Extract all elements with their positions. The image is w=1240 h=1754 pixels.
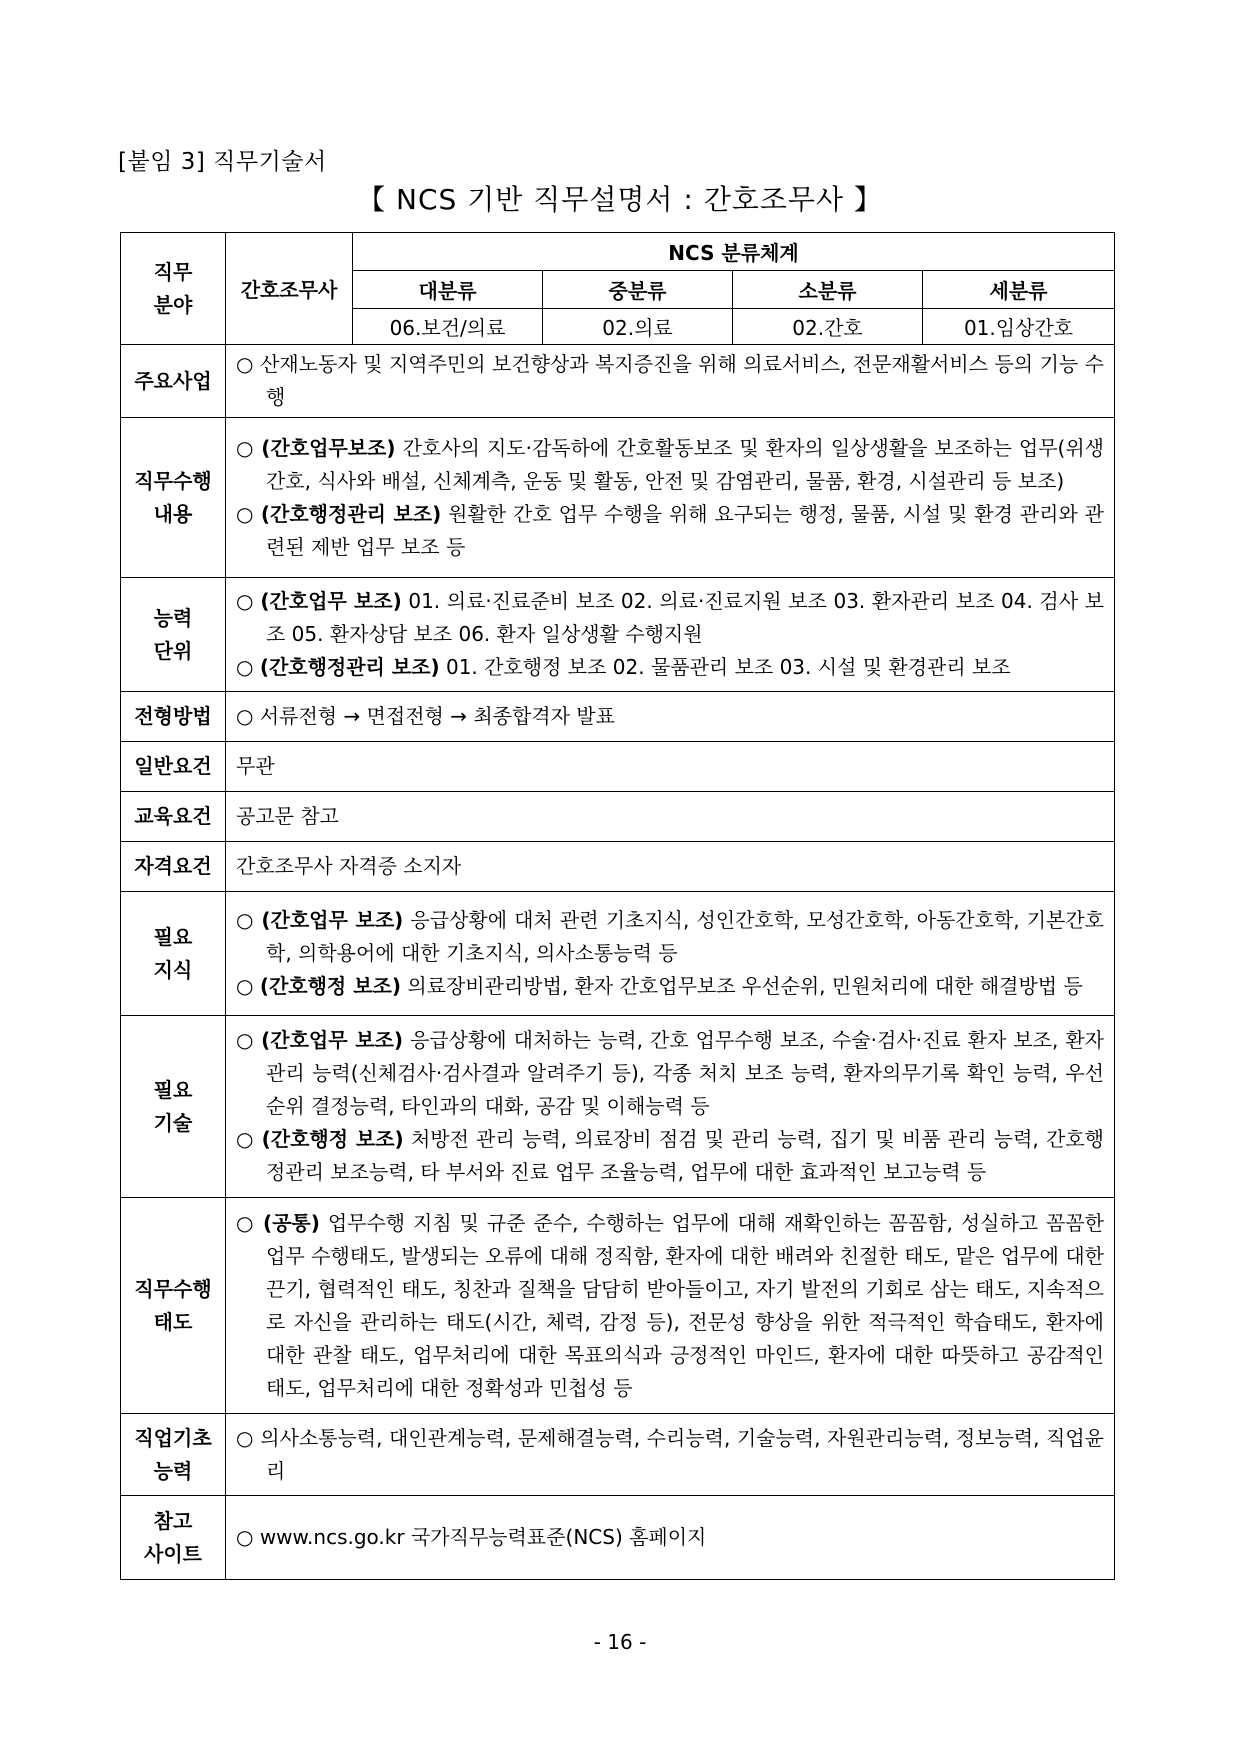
bullet-item: ○ (간호업무 보조) 01. 의료·진료준비 보조 02. 의료·진료지원 보조 03. 환자관리 보조 04. 검사 보조 05. 환자상담 보조 06. 환자 일상생활 수행지원	[236, 589, 1105, 646]
attachment-label: [붙임 3] 직무기술서	[118, 149, 327, 175]
basic-ability-content	[226, 1414, 1115, 1496]
skills-label: 필요 기술	[121, 1016, 226, 1198]
bullet-item: ○ (간호행정 보조) 처방전 관리 능력, 의료장비 점검 및 관리 능력, 집기 및 비품 관리 능력, 간호행정관리 보조능력, 타 부서와 진료 업무 조율능력, 업무에 대한 효과적인 보고능력 등	[236, 1127, 1105, 1184]
job-title-cell: 간호조무사	[226, 233, 353, 345]
document-title: 【 NCS 기반 직무설명서 : 간호조무사 】	[357, 183, 883, 216]
qualification-content: 간호조무사 자격증 소지자	[226, 842, 1115, 892]
col-middle: 중분류	[543, 271, 733, 309]
bullet-item: ○ 의사소통능력, 대인관계능력, 문제해결능력, 수리능력, 기술능력, 자원관리능력, 정보능력, 직업윤리	[236, 1425, 1104, 1483]
main-business-content	[226, 345, 1115, 418]
main-business-label: 주요사업	[121, 345, 226, 418]
col-minor: 소분류	[733, 271, 923, 309]
job-description-table	[120, 232, 1115, 1580]
bullet-item: ○ www.ncs.go.kr 국가직무능력표준(NCS) 홈페이지	[236, 1525, 707, 1549]
bullet-item: ○ 산재노동자 및 지역주민의 보건향상과 복지증진을 위해 의료서비스, 전문재활서비스 등의 기능 수행	[236, 352, 1105, 409]
val-minor: 02.간호	[733, 309, 923, 345]
education-label: 교육요건	[121, 792, 226, 842]
bullet-item: ○ (공통) 업무수행 지침 및 규준 준수, 수행하는 업무에 대해 재확인하는 꼼꼼함, 성실하고 꼼꼼한 업무 수행태도, 발생되는 오류에 대해 정직함, 환자에 대한 배려와 친절한 태도, 맡은 업무에 대한 끈기, 협력적인 태도, 칭찬과 질책을 담담히 받아들이고, 자기 발전의 기회로 삼는 태도, 지속적으로 자신을 관리하는 태도(시간, 체력, 감정 등), 전문성 향상을 위한 적극적인 학습태도, 환자에 대한 관찰 태도, 업무처리에 대한 목표의식과 긍정적인 마인드, 환자에 대한 따뜻하고 공감적인 태도, 업무처리에 대한 정확성과 민첩성 등	[236, 1210, 1105, 1400]
selection-label: 전형방법	[121, 692, 226, 742]
general-content: 무관	[226, 742, 1115, 792]
education-content: 공고문 참고	[226, 792, 1115, 842]
col-sub: 세분류	[923, 271, 1115, 309]
knowledge-label: 필요 지식	[121, 892, 226, 1016]
ability-unit-content	[226, 578, 1115, 692]
field-label: 직무 분야	[121, 233, 226, 345]
qualification-label: 자격요건	[121, 842, 226, 892]
bullet-item: ○ (간호행정관리 보조) 원활한 간호 업무 수행을 위해 요구되는 행정, 물품, 시설 및 환경 관리와 관련된 제반 업무 보조 등	[236, 501, 1105, 559]
bullet-item: ○ (간호업무보조) 간호사의 지도·감독하에 간호활동보조 및 환자의 일상생활을 보조하는 업무(위생 간호, 식사와 배설, 신체계측, 운동 및 활동, 안전 및 감염관리, 물품, 환경, 시설관리 등 보조)	[236, 435, 1104, 493]
val-sub: 01.임상간호	[923, 309, 1115, 345]
duty-content-label: 직무수행 내용	[121, 418, 226, 578]
bullet-item: ○ (간호행정 보조) 의료장비관리방법, 환자 간호업무보조 우선순위, 민원처리에 대한 해결방법 등	[236, 974, 1083, 998]
ability-unit-label: 능력 단위	[121, 578, 226, 692]
ncs-classification-header: NCS 분류체계	[353, 233, 1115, 271]
basic-ability-label: 직업기초 능력	[121, 1414, 226, 1496]
reference-label: 참고 사이트	[121, 1496, 226, 1580]
knowledge-content	[226, 892, 1115, 1016]
val-major: 06.보건/의료	[353, 309, 543, 345]
bullet-item: ○ (간호업무 보조) 응급상황에 대처하는 능력, 간호 업무수행 보조, 수술·검사·진료 환자 보조, 환자관리 능력(신체검사·검사결과 알려주기 등), 각종 처치 보조 능력, 환자의무기록 확인 능력, 우선순위 결정능력, 타인과의 대화, 공감 및 이해능력 등	[236, 1028, 1104, 1118]
val-middle: 02.의료	[543, 309, 733, 345]
general-label: 일반요건	[121, 742, 226, 792]
reference-content	[226, 1496, 1115, 1580]
page-number: - 16 -	[593, 1630, 647, 1654]
col-major: 대분류	[353, 271, 543, 309]
bullet-item: ○ (간호행정관리 보조) 01. 간호행정 보조 02. 물품관리 보조 03. 시설 및 환경관리 보조	[236, 655, 1011, 679]
skills-content	[226, 1016, 1115, 1198]
duty-content-content	[226, 418, 1115, 578]
selection-content: ○ 서류전형 → 면접전형 → 최종합격자 발표	[226, 692, 1115, 742]
bullet-item: ○ (간호업무 보조) 응급상황에 대처 관련 기초지식, 성인간호학, 모성간호학, 아동간호학, 기본간호학, 의학용어에 대한 기초지식, 의사소통능력 등	[236, 908, 1104, 965]
attitude-label: 직무수행 태도	[121, 1198, 226, 1414]
attitude-content	[226, 1198, 1115, 1414]
